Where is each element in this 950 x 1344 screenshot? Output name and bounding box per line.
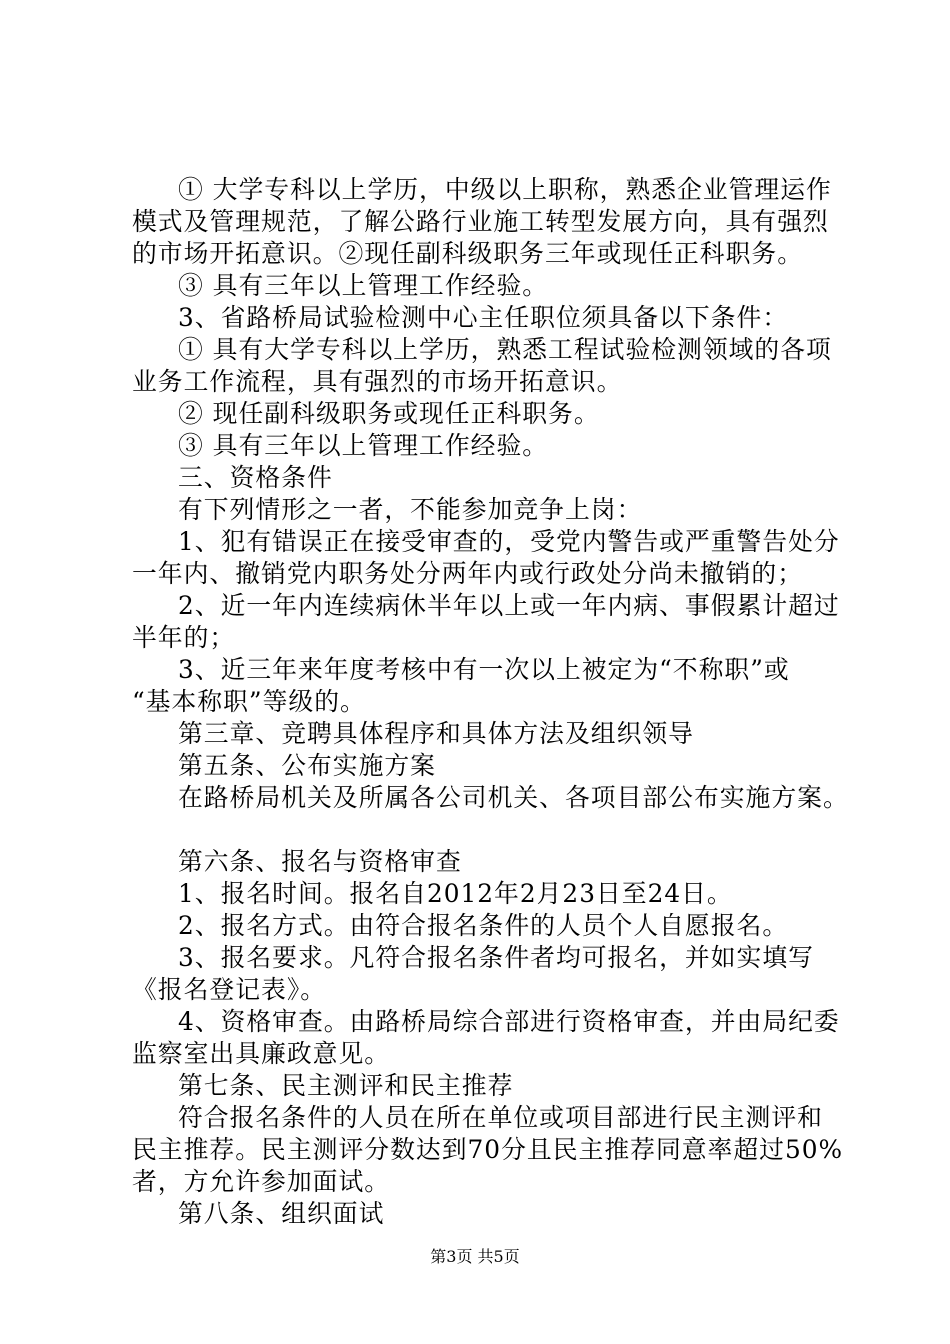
text-line: 模式及管理规范，了解公路行业施工转型发展方向，具有强烈 <box>132 207 829 236</box>
text-line: 《报名登记表》。 <box>132 975 327 1004</box>
article-heading: 第八条、组织面试 <box>178 1199 385 1228</box>
text-line: ③ 具有三年以上管理工作经验。 <box>178 271 549 300</box>
text-line: ③ 具有三年以上管理工作经验。 <box>178 431 549 460</box>
text-line: 半年的； <box>132 623 236 652</box>
text-line: ② 现任副科级职务或现任正科职务。 <box>178 399 600 428</box>
article-heading: 第六条、报名与资格审查 <box>178 847 462 876</box>
text-line: 2、报名方式。由符合报名条件的人员个人自愿报名。 <box>178 911 789 940</box>
text-line: 有下列情形之一者，不能参加竞争上岗： <box>178 495 643 524</box>
text-line: 的市场开拓意识。②现任副科级职务三年或现任正科职务。 <box>132 239 804 268</box>
text-line: 者，方允许参加面试。 <box>132 1167 391 1196</box>
text-line: 监察室出具廉政意见。 <box>132 1039 391 1068</box>
text-line: ① 大学专科以上学历，中级以上职称，熟悉企业管理运作 <box>178 175 832 204</box>
text-line: “基本称职”等级的。 <box>132 687 366 716</box>
chapter-heading: 第三章、竞聘具体程序和具体方法及组织领导 <box>178 719 694 748</box>
text-line: 在路桥局机关及所属各公司机关、各项目部公布实施方案。 <box>178 783 849 812</box>
article-heading: 第七条、民主测评和民主推荐 <box>178 1071 514 1100</box>
text-line: 3、省路桥局试验检测中心主任职位须具备以下条件： <box>178 303 789 332</box>
text-line: 1、犯有错误正在接受审查的，受党内警告或严重警告处分 <box>178 527 840 556</box>
page-footer: 第3页 共5页 <box>430 1247 520 1266</box>
text-line: 业务工作流程，具有强烈的市场开拓意识。 <box>132 367 623 396</box>
text-line: 2、近一年内连续病休半年以上或一年内病、事假累计超过 <box>178 591 840 620</box>
text-line: 3、近三年来年度考核中有一次以上被定为“不称职”或 <box>178 655 790 684</box>
text-line: 3、报名要求。凡符合报名条件者均可报名，并如实填写 <box>178 943 814 972</box>
text-line: ① 具有大学专科以上学历，熟悉工程试验检测领域的各项 <box>178 335 832 364</box>
text-line: 1、报名时间。报名自2012年2月23日至24日。 <box>178 879 733 908</box>
text-line: 民主推荐。民主测评分数达到70分且民主推荐同意率超过50% <box>132 1135 844 1164</box>
section-heading: 三、资格条件 <box>178 463 333 492</box>
article-heading: 第五条、公布实施方案 <box>178 751 436 780</box>
text-line: 符合报名条件的人员在所在单位或项目部进行民主测评和 <box>178 1103 823 1132</box>
text-line: 一年内、撤销党内职务处分两年内或行政处分尚未撤销的； <box>132 559 804 588</box>
text-line: 4、资格审查。由路桥局综合部进行资格审查，并由局纪委 <box>178 1007 840 1036</box>
